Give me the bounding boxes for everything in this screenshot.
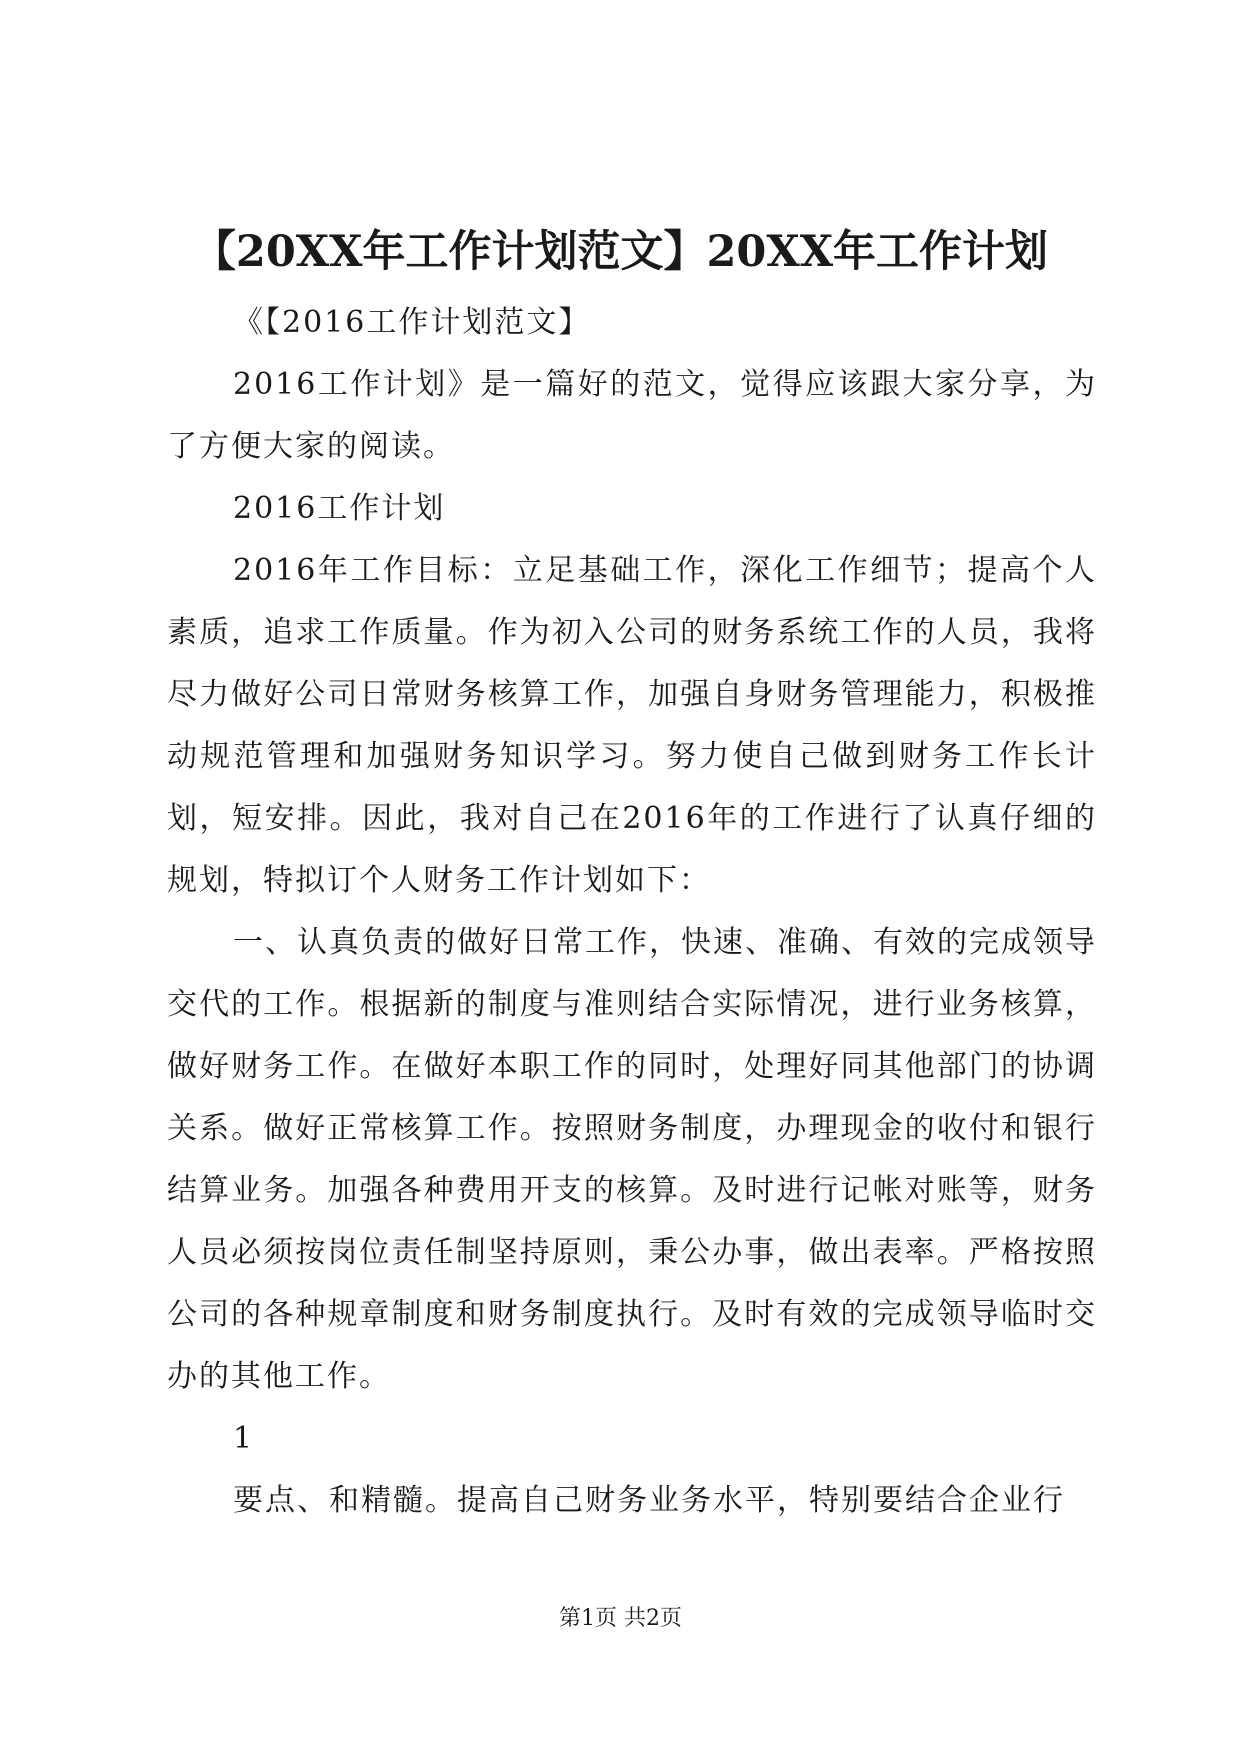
page-footer: 第1页 共2页 [559, 1606, 682, 1631]
paragraph-heading: 2016工作计划 [233, 491, 446, 526]
paragraph-goals: 2016年工作目标：立足基础工作，深化工作细节；提高个人素质，追求工作质量。作为初入公司的财务系统工作的人员，我将尽力做好公司日常财务核算工作，加强自身财务管理能力，积极推动规范管理和加强财务知识学习。努力使自己做到财务工作长计划，短安排。因此，我对自己在2016年的工作进行了认真仔细的规划，特拟订个人财务工作计划如下： [167, 553, 1097, 898]
paragraph-intro-1: 《【2016工作计划范文】 [233, 305, 591, 340]
paragraph-intro-2: 2016工作计划》是一篇好的范文，觉得应该跟大家分享，为了方便大家的阅读。 [167, 367, 1097, 464]
paragraph-continuation: 要点、和精髓。提高自己财务业务水平，特别要结合企业行 [233, 1483, 1065, 1518]
paragraph-section-1: 一、认真负责的做好日常工作，快速、准确、有效的完成领导交代的工作。根据新的制度与准则结合实际情况，进行业务核算，做好财务工作。在做好本职工作的同时，处理好同其他部门的协调关系。做好正常核算工作。按照财务制度，办理现金的收付和银行结算业务。加强各种费用开支的核算。及时进行记帐对账等，财务人员必须按岗位责任制坚持原则，秉公办事，做出表率。严格按照公司的各种规章制度和财务制度执行。及时有效的完成领导临时交办的其他工作。 [167, 925, 1097, 1394]
inline-page-number: 1 [233, 1421, 255, 1456]
document-body [167, 292, 1097, 1532]
document-title: 【20XX年工作计划范文】20XX年工作计划 [192, 227, 1049, 277]
